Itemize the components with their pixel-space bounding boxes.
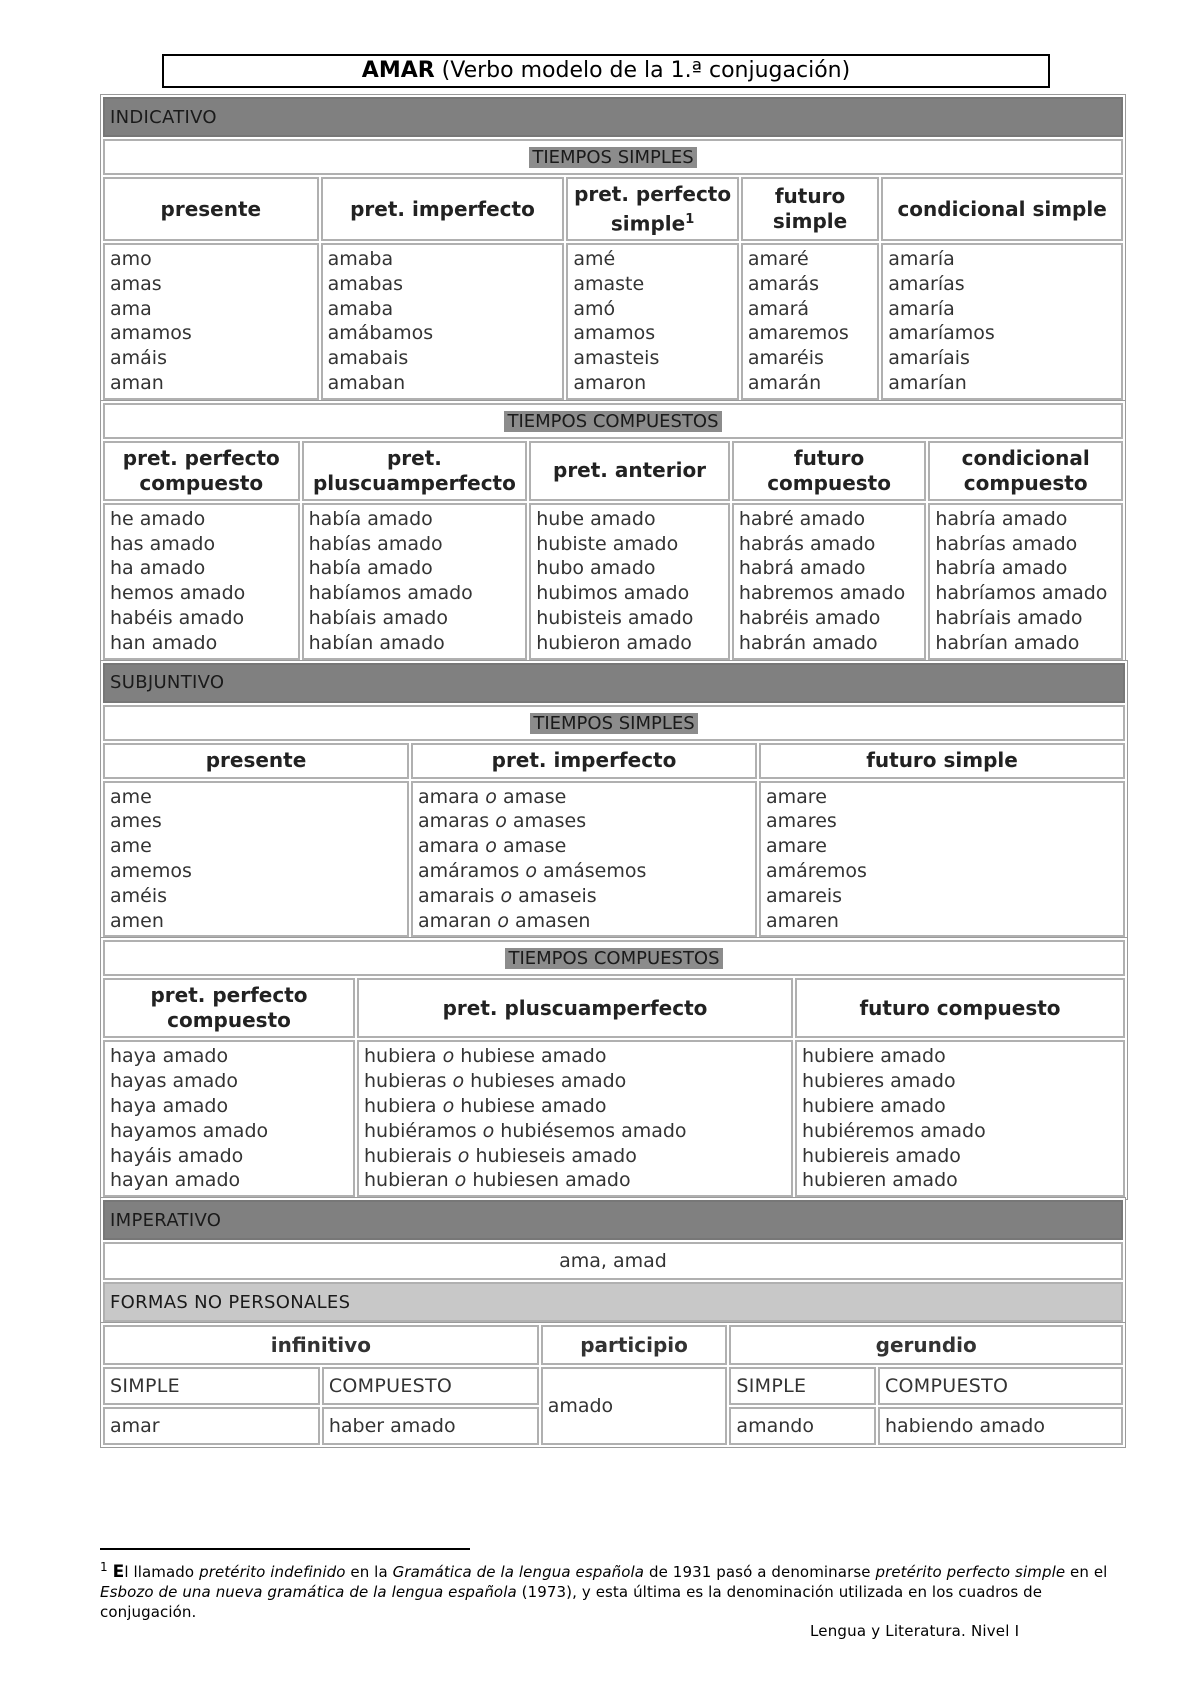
infinitivo-compuesto-label: COMPUESTO <box>322 1367 539 1405</box>
verb-form: amaríamos <box>888 322 995 345</box>
verb-form: hube amado <box>536 507 656 530</box>
verb-form: amamos <box>110 322 192 345</box>
verb-form: habrías amado <box>935 532 1078 555</box>
verb-form: habéis amado <box>110 606 245 629</box>
verb-form: amares <box>766 810 837 833</box>
verb-form: amé <box>573 248 616 270</box>
verb-form: hayáis amado <box>110 1144 244 1167</box>
verb-form: habría amado <box>935 557 1068 580</box>
verb-form: ha amado <box>110 557 206 580</box>
verb-form: hubiéremos amado <box>802 1119 986 1142</box>
footnote-separator <box>100 1548 470 1550</box>
sub-simple-forms-futuro <box>759 781 1125 938</box>
verb-form: amasteis <box>573 347 660 370</box>
subjuntivo-compuestos-label: TIEMPOS COMPUESTOS <box>505 948 722 969</box>
verb-form: amaras o amases <box>418 810 587 833</box>
ind-comp-forms-perfecto <box>103 503 300 660</box>
ind-simple-forms-futuro <box>741 243 879 400</box>
verb-form: amas <box>110 272 162 295</box>
title-rest: (Verbo modelo de la 1.ª conjugación) <box>434 58 851 83</box>
sub-simple-forms-imperfecto <box>411 781 757 938</box>
subjuntivo-compuestos-table <box>100 937 1128 1200</box>
verb-form: habían amado <box>308 631 445 654</box>
verb-form: amaría <box>888 297 955 320</box>
verb-form: habréis amado <box>738 606 881 629</box>
verb-form: amara o amase <box>418 835 567 858</box>
verb-form: habíamos amado <box>308 582 473 605</box>
verb-form: amaréis <box>747 347 824 370</box>
verb-form: amare <box>766 785 827 808</box>
verb-form: hubieran o hubiesen amado <box>364 1169 631 1192</box>
verb-form: hubiéramos o hubiésemos amado <box>364 1119 687 1142</box>
verb-form: hayas amado <box>110 1070 238 1093</box>
gerundio-simple-value: amando <box>729 1407 876 1445</box>
sub-simple-header-presente: presente <box>103 743 409 779</box>
infinitivo-simple-label: SIMPLE <box>103 1367 320 1405</box>
ind-comp-header-futuro: futuro compuesto <box>732 441 927 501</box>
ind-comp-header-pluscuamperfecto: pret. pluscuamperfecto <box>302 441 528 501</box>
verb-form: amarías <box>888 272 965 295</box>
sub-comp-forms-futuro <box>795 1040 1125 1197</box>
verb-form: habré amado <box>738 507 866 530</box>
verb-form: amaste <box>573 272 645 295</box>
verb-form: amarás <box>747 272 819 295</box>
verb-form: amáis <box>110 347 167 370</box>
verb-form: amáremos <box>766 859 867 882</box>
title-verb: AMAR <box>361 58 435 83</box>
verb-form: haya amado <box>110 1045 229 1068</box>
verb-form: amaran o amasen <box>418 909 591 932</box>
footnote: $^1$ El llamado pretérito indefinido en la Gramática de la lengua española de 1931 pasó a denominarse pretérito perfecto simple en el Esbozo de una nueva gramática de la lengua española (1973), y esta última es la denominación utilizada en los cuadros de conjugación. <box>100 1560 1108 1621</box>
verb-form: habrá amado <box>738 557 866 580</box>
indicativo-compuestos-label: TIEMPOS COMPUESTOS <box>504 411 721 432</box>
verb-form: amamos <box>573 322 656 345</box>
verb-form: hubiere amado <box>802 1094 946 1117</box>
ind-simple-forms-perfecto-simple <box>566 243 739 400</box>
verb-form: habría amado <box>935 507 1068 530</box>
verb-form: haya amado <box>110 1094 229 1117</box>
verb-form: ame <box>110 785 152 808</box>
gerundio-compuesto-label: COMPUESTO <box>878 1367 1123 1405</box>
verb-form: hubiste amado <box>536 532 679 555</box>
verb-form: amará <box>747 297 810 320</box>
ind-comp-forms-futuro <box>732 503 927 660</box>
verb-form: han amado <box>110 631 218 654</box>
subjuntivo-simples-table <box>100 660 1128 941</box>
ind-simple-header-perfecto-simple: pret. perfecto simple$^1$ <box>566 177 739 241</box>
verb-form: habremos amado <box>738 582 906 605</box>
imperativo-table <box>100 1197 1126 1325</box>
imperativo-forms: ama, amad <box>103 1242 1123 1280</box>
imperativo-section: IMPERATIVO <box>103 1200 1123 1240</box>
verb-form: hubiere amado <box>802 1045 946 1068</box>
verb-form: hubieren amado <box>802 1169 958 1192</box>
verb-form: hubierais o hubieseis amado <box>364 1144 637 1167</box>
verb-form: hayan amado <box>110 1169 241 1192</box>
verb-form: hubieras o hubieses amado <box>364 1070 627 1093</box>
footnote-ref[interactable]: 1 <box>685 211 695 227</box>
verb-form: amareis <box>766 884 843 907</box>
sub-comp-header-perfecto: pret. perfecto compuesto <box>103 978 355 1038</box>
indicativo-section: INDICATIVO <box>103 97 1123 137</box>
verb-form: amabais <box>327 347 409 370</box>
verb-form: amabas <box>327 272 404 295</box>
ind-simple-header-presente: presente <box>103 177 319 241</box>
no-personales-section: FORMAS NO PERSONALES <box>103 1282 1123 1322</box>
ind-comp-forms-condicional <box>928 503 1123 660</box>
ind-simple-header-imperfecto: pret. imperfecto <box>321 177 565 241</box>
ind-simple-forms-condicional <box>881 243 1123 400</box>
verb-form: amaríais <box>888 347 970 370</box>
subjuntivo-section: SUBJUNTIVO <box>103 663 1125 703</box>
conjugation-table <box>100 94 1126 1448</box>
verb-form: hubisteis amado <box>536 606 694 629</box>
ind-simple-header-condicional: condicional simple <box>881 177 1123 241</box>
ind-comp-forms-pluscuamperfecto <box>302 503 528 660</box>
verb-form: amáramos o amásemos <box>418 859 647 882</box>
verb-form: ame <box>110 835 152 858</box>
sub-simple-forms-presente <box>103 781 409 938</box>
sub-simple-header-imperfecto: pret. imperfecto <box>411 743 757 779</box>
sub-comp-forms-pluscuamperfecto <box>357 1040 793 1197</box>
infinitivo-header: infinitivo <box>103 1325 539 1365</box>
verb-form: hubo amado <box>536 557 656 580</box>
verb-form: amo <box>110 248 152 270</box>
participio-header: participio <box>541 1325 728 1365</box>
verb-form: hubiera o hubiese amado <box>364 1094 607 1117</box>
page-title <box>162 54 1050 88</box>
verb-form: amábamos <box>327 322 434 345</box>
verb-form: habíais amado <box>308 606 448 629</box>
verb-form: amaban <box>327 371 406 394</box>
ind-comp-header-perfecto: pret. perfecto compuesto <box>103 441 300 501</box>
ind-comp-header-anterior: pret. anterior <box>529 441 730 501</box>
verb-form: había amado <box>308 557 433 580</box>
verb-form: amaron <box>573 371 647 394</box>
ind-comp-header-condicional: condicional compuesto <box>928 441 1123 501</box>
ind-comp-forms-anterior <box>529 503 730 660</box>
verb-form: amaba <box>327 297 394 320</box>
gerundio-simple-label: SIMPLE <box>729 1367 876 1405</box>
verb-form: has amado <box>110 532 216 555</box>
infinitivo-compuesto-value: haber amado <box>322 1407 539 1445</box>
verb-form: amemos <box>110 859 192 882</box>
ind-simple-header-futuro: futuro simple <box>741 177 879 241</box>
footnote-mark: 1 <box>100 1560 108 1574</box>
sub-comp-header-pluscuamperfecto: pret. pluscuamperfecto <box>357 978 793 1038</box>
verb-form: habías amado <box>308 532 443 555</box>
verb-form: hubiera o hubiese amado <box>364 1045 607 1068</box>
sub-comp-forms-perfecto <box>103 1040 355 1197</box>
ind-simple-forms-presente <box>103 243 319 400</box>
verb-form: habrán amado <box>738 631 878 654</box>
verb-form: amarán <box>747 371 822 394</box>
subjuntivo-simples-label: TIEMPOS SIMPLES <box>530 713 697 734</box>
sub-simple-header-futuro: futuro simple <box>759 743 1125 779</box>
gerundio-compuesto-value: habiendo amado <box>878 1407 1123 1445</box>
verb-form: habríamos amado <box>935 582 1108 605</box>
verb-form: había amado <box>308 507 433 530</box>
verb-form: hubimos amado <box>536 582 690 605</box>
verb-form: amaremos <box>747 322 849 345</box>
indicativo-simples-table <box>100 94 1126 403</box>
verb-form: ames <box>110 810 162 833</box>
verb-form: hayamos amado <box>110 1119 269 1142</box>
footnote-first-letter: E <box>112 1562 125 1582</box>
ind-simple-forms-imperfecto <box>321 243 565 400</box>
verb-form: habrás amado <box>738 532 876 555</box>
verb-form: aman <box>110 371 164 394</box>
gerundio-header: gerundio <box>729 1325 1123 1365</box>
verb-form: hubieres amado <box>802 1070 956 1093</box>
no-personales-table <box>100 1322 1126 1448</box>
infinitivo-simple-value: amar <box>103 1407 320 1445</box>
verb-form: améis <box>110 884 168 907</box>
verb-form: amaren <box>766 909 839 932</box>
indicativo-simples-label: TIEMPOS SIMPLES <box>529 147 696 168</box>
verb-form: amare <box>766 835 827 858</box>
verb-form: habríais amado <box>935 606 1083 629</box>
verb-form: amarían <box>888 371 967 394</box>
verb-form: ama <box>110 297 152 320</box>
page-footer: Lengua y Literatura. Nivel I <box>810 1622 1020 1640</box>
verb-form: amaría <box>888 248 955 270</box>
indicativo-compuestos-table <box>100 400 1126 663</box>
verb-form: he amado <box>110 507 206 530</box>
verb-form: amaré <box>747 248 809 270</box>
verb-form: amarais o amaseis <box>418 884 597 907</box>
verb-form: amaba <box>327 248 394 270</box>
sub-comp-header-futuro: futuro compuesto <box>795 978 1125 1038</box>
verb-form: hubieron amado <box>536 631 692 654</box>
verb-form: habrían amado <box>935 631 1080 654</box>
verb-form: hemos amado <box>110 582 246 605</box>
verb-form: amó <box>573 297 616 320</box>
participio-value: amado <box>541 1367 728 1445</box>
verb-form: hubiereis amado <box>802 1144 961 1167</box>
verb-form: amara o amase <box>418 785 567 808</box>
verb-form: amen <box>110 909 164 932</box>
